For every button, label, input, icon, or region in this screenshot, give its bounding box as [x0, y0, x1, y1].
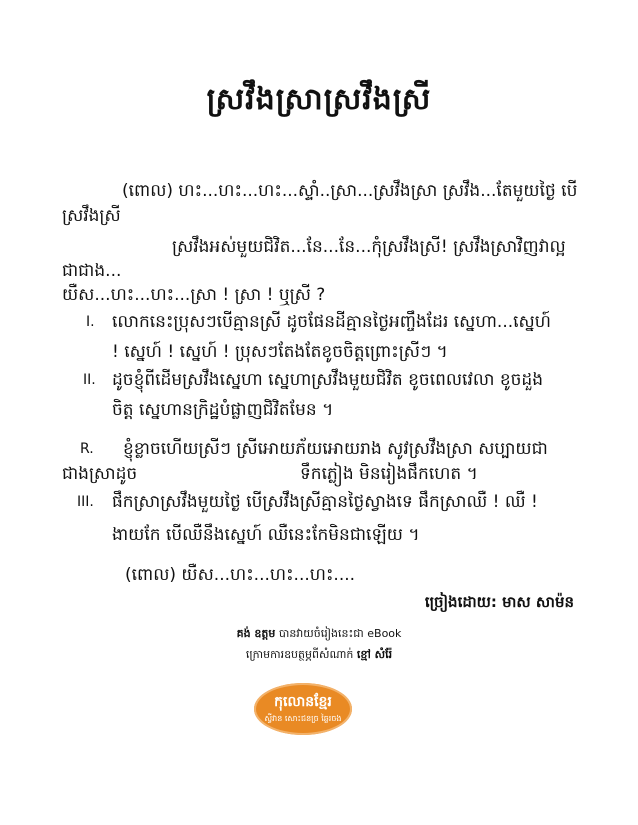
verse-marker-1: I. — [86, 314, 95, 330]
lyric-line-8: ដូចខ្ញុំពីដើមស្រវឹងស្នេហា ស្នេហាស្រវឹងមួយជិវិត ខូចពេលវេលា ខូចដួង — [112, 370, 544, 390]
typist-note: បានវាយចំរៀងនេះជា eBook — [278, 627, 402, 640]
lyric-line-1: (ពោល) ហះ...ហះ...ហះ...ស្ទាំ..ស្រា...ស្រវឹងស្រា ស្រវឹង...តែមួយថ្ងៃ បើ — [122, 181, 578, 201]
lyric-line-12: ផឹកស្រាស្រវឹងមួយថ្ងៃ បើស្រវឹងស្រីគ្មានថ្ងៃស្វាងទេ ផឹកស្រាឈឺ ! ឈឺ ! — [112, 492, 538, 512]
lyric-line-11b: ទឹកភ្លៀង មិនរៀងផឹកហេត ។ — [300, 464, 478, 484]
typist-name: គង់ ឧត្តម — [236, 627, 276, 640]
lyric-line-14: (ពោល) យឺស...ហះ...ហះ...ហះ.... — [125, 565, 356, 585]
verse-marker-2: II. — [83, 372, 96, 388]
lyric-line-11a: ជាងស្រាដូច — [62, 464, 138, 484]
lyric-line-3: ស្រវឹងអស់មួយជិវិត...នែ...នែ...កុំស្រវឹងស្រី! ស្រវឹងស្រាវិញវាល្អ — [172, 237, 566, 257]
sponsor-credit — [0, 648, 638, 664]
ebook-credit — [0, 627, 638, 643]
lyric-line-10: ខ្ញុំខ្លាចហើយស្រីៗ ស្រីអោយភ័យអោយរាង សូវស្រវឹងស្រា សប្បាយជា — [123, 439, 548, 459]
sponsor-note: ក្រោមការឧបត្ថម្ភពីសំណាក់ — [245, 648, 354, 661]
lyric-line-4: ជាជាង... — [62, 261, 122, 281]
refrain-marker: R. — [80, 441, 94, 457]
lyric-line-13: ងាយកែ បើឈឺនឹងស្នេហ៍ ឈឺនេះកែមិនជាឡើយ ។ — [112, 525, 420, 545]
lyric-line-9: ចិត្ត ស្នេហានក្រិដ្ឋបំផ្លាញជិវិតមែន ។ — [112, 400, 334, 420]
lyric-line-5: យឺស...ហះ...ហះ...ស្រា ! ស្រា ! ឬស្រី ? — [62, 285, 326, 305]
publisher-logo — [254, 683, 352, 735]
logo-main-text: កុលោនខ្មែរ — [274, 694, 332, 710]
lyric-line-2: ស្រវឹងស្រី — [62, 206, 121, 226]
lyric-line-6: លោកនេះប្រុសៗបើគ្មានស្រី ដូចផែនដីគ្មានថ្ងៃអញ្ចឹងដែរ ស្នេហា...ស្នេហ៍ — [112, 312, 551, 332]
lyric-line-7: ! ស្នេហ៍ ! ស្នេហ៍ ! ប្រុសៗតែងតែខូចចិត្តព្រោះស្រីៗ ។ — [112, 342, 448, 362]
composer-credit: ច្រៀងដោយ: មាស សាម៉ន — [424, 593, 574, 611]
logo-sub-text: ស្វីវាន សោះជនច្រ ឆ្លៃរចង — [264, 714, 342, 723]
sponsor-name: ខ្មៅ សំរ៉ែ — [356, 648, 393, 661]
verse-marker-3: III. — [77, 494, 94, 510]
song-title: ស្រវឹងស្រាស្រវឹងស្រី — [206, 82, 432, 117]
